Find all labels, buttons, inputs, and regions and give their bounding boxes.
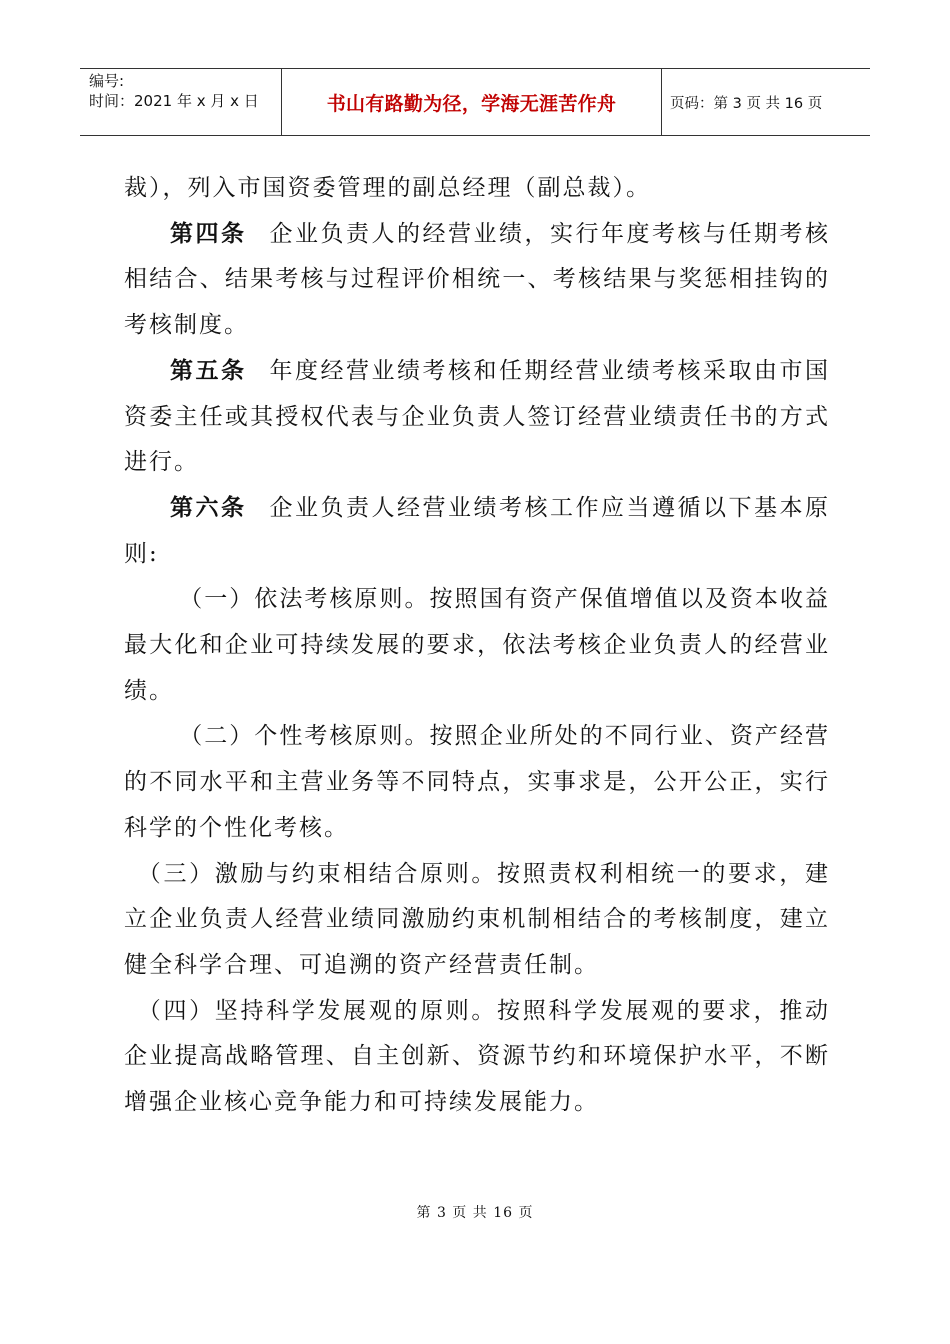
header-motto: 书山有路勤为径，学海无涯苦作舟 [326, 92, 617, 115]
header-meta [80, 69, 282, 135]
article-number: 第四条 [170, 220, 247, 247]
document-time-label: 时间：2021 年 x 月 x 日 [89, 92, 259, 110]
paragraph-text: 裁），列入市国资委管理的副总经理（副总裁）。 [124, 175, 651, 201]
article-text: 年度经营业绩考核和任期经营业绩考核采取由市国资委主任或其授权代表与企业负责人签订经营业绩责任书的方式进行。 [124, 357, 830, 476]
article-6 [124, 486, 830, 577]
header-page-info [662, 69, 870, 135]
article-5 [124, 349, 830, 486]
paragraph-continuation [124, 166, 830, 212]
document-number-label: 编号: [89, 72, 125, 90]
principle-4: （四）坚持科学发展观的原则。按照科学发展观的要求，推动企业提高战略管理、自主创新、资源节约和环境保护水平，不断增强企业核心竞争能力和可持续发展能力。 [124, 997, 830, 1116]
principle-2: （二）个性考核原则。按照企业所处的不同行业、资产经营的不同水平和主营业务等不同特点，实事求是，公开公正，实行科学的个性化考核。 [124, 723, 830, 841]
header-page-number: 页码：第 3 页 共 16 页 [670, 95, 823, 112]
header-motto-cell [282, 69, 662, 135]
principle-1: （一）依法考核原则。按照国有资产保值增值以及资本收益最大化和企业可持续发展的要求，依法考核企业负责人的经营业绩。 [124, 586, 830, 704]
article-number: 第六条 [170, 494, 247, 521]
page-header [80, 68, 870, 136]
article-4 [124, 212, 830, 349]
document-body [124, 166, 830, 1126]
footer-page-number: 第 3 页 共 16 页 [416, 1205, 534, 1221]
principle-3: （三）激励与约束相结合原则。按照责权利相统一的要求，建立企业负责人经营业绩同激励约束机制相结合的考核制度，建立健全科学合理、可追溯的资产经营责任制。 [124, 860, 830, 978]
page-footer [0, 1202, 950, 1222]
article-text: 企业负责人的经营业绩，实行年度考核与任期考核相结合、结果考核与过程评价相统一、考核结果与奖惩相挂钩的考核制度。 [124, 220, 830, 339]
article-number: 第五条 [170, 357, 247, 384]
article-text: 企业负责人经营业绩考核工作应当遵循以下基本原则: [124, 494, 830, 567]
